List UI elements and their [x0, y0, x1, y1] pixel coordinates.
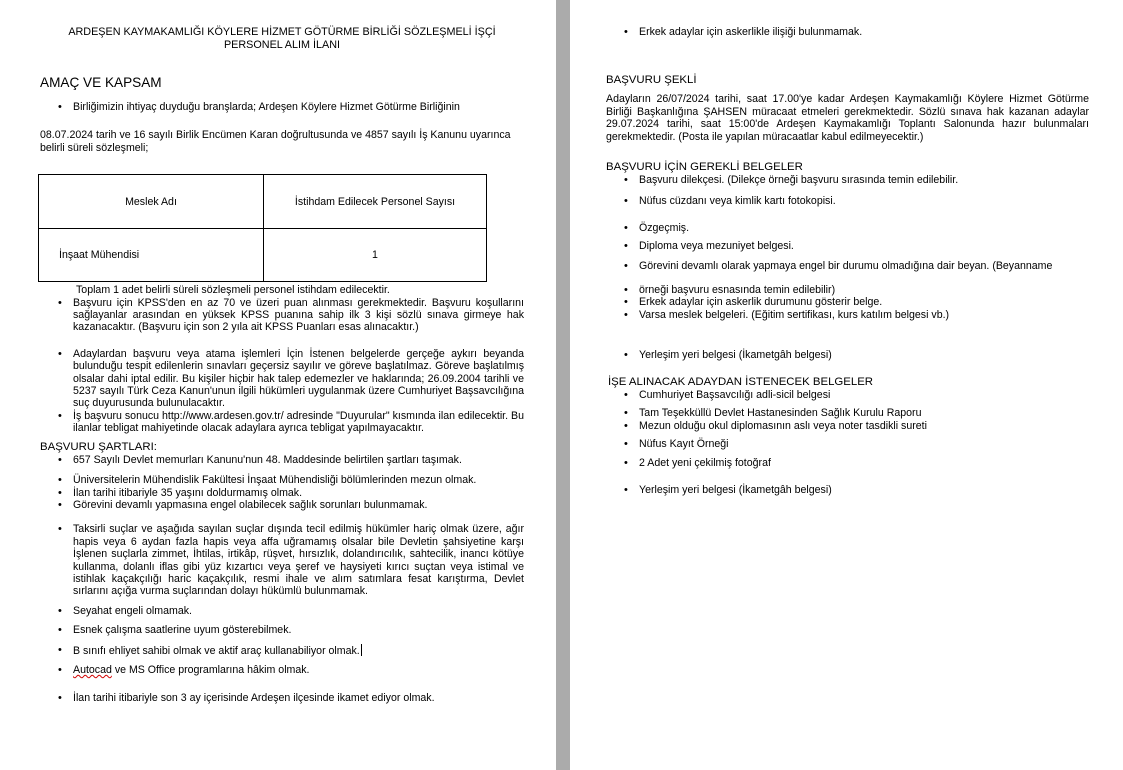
purpose-text: 08.07.2024 tarih ve 16 sayılı Birlik Encümen Karan doğrultusunda ve 4857 sayılı İş Kanunu uyarınca belirli süreli sözleşmeli; [40, 129, 511, 154]
list-item-text: ve MS Office programlarına hâkim olmak. [111, 663, 310, 676]
list-item: • Yerleşim yeri belgesi (İkametgâh belgesi) [606, 349, 1089, 361]
list-item: • Erkek adaylar için askerlikle ilişiği bulunmamak. [606, 26, 1089, 38]
list-item: • Üniversitelerin Mühendislik Fakültesi İnşaat Mühendisliği bölümlerinden mezun olmak. [40, 474, 524, 486]
list-item-text: örneği başvuru esnasında temin edilebilir) [639, 284, 836, 297]
list-item: • Cumhuriyet Başsavcılığı adli-sicil belgesi [606, 389, 1089, 401]
table-cell: İnşaat Mühendisi [39, 229, 264, 282]
list-item: • 657 Sayılı Devlet memurları Kanunu'nun 48. Maddesinde belirtilen şartları taşımak. [40, 454, 524, 466]
table-header-row [39, 175, 487, 229]
list-item: • Esnek çalışma saatlerine uyum gösterebilmek. [40, 624, 524, 636]
list-item: • Başvuru dilekçesi. (Dilekçe örneği başvuru sırasında temin edilebilir. [606, 174, 1089, 186]
list-item: • Erkek adaylar için askerlik durumunu gösterir belge. [606, 296, 1089, 308]
list-item: • İlan tarihi itibariyle son 3 ay içerisinde Ardeşen ilçesinde ikamet ediyor olmak. [40, 692, 524, 704]
list-item: • Diploma veya mezuniyet belgesi. [606, 240, 1089, 252]
announcement-title: ARDEŞEN KAYMAKAMLIĞI KÖYLERE HİZMET GÖTÜRME BİRLİĞİ SÖZLEŞMELİ İŞÇİ PERSONEL ALIM İLANI [68, 26, 496, 51]
application-text: Adayların 26/07/2024 tarihi, saat 17.00'ye kadar Ardeşen Kaymakamlığı Köylere Hizmet Götürme Birliği Başkanlığına ŞAHSEN müracaat etmeleri gerekmektedir. Sözlü sınava hak kazanan adaylar 29.07.2024 tarihi, saat 15:00'de Ardeşen Kaymakamlığı Toplantı Salonunda hazır bulunmaları gerekmektedir. (Posta ile yapılan müracaatlar kabul edilmeyecektir.) [606, 93, 1089, 143]
spellcheck-word: Autocad [73, 663, 112, 676]
list-item: • Mezun olduğu okul diplomasının aslı veya noter tasdikli sureti [606, 420, 1089, 432]
list-item: • Görevini devamlı yapmasına engel olabilecek sağlık sorunları bulunmamak. [40, 499, 524, 511]
list-item: • Görevini devamlı olarak yapmaya engel bir durumu olmadığına dair beyan. (Beyanname [606, 260, 1089, 272]
application-heading: BAŞVURU ŞEKLİ [606, 74, 697, 87]
list-item: • Yerleşim yeri belgesi (İkametgâh belgesi) [606, 484, 1089, 496]
document-page-left [0, 0, 556, 770]
list-item [40, 644, 524, 657]
list-item: • Özgeçmiş. [606, 222, 1089, 234]
list-item: • Adaylardan başvuru veya atama işlemleri İçin İstenen belgelerde gerçeğe aykırı beyanda bulunduğu tespit edilenlerin sınavları geçersiz sayılır ve göreve başlatılmaz. Göreve başlatılmış olsalar dahi iptal edilir. Bu kişiler hiçbir hak talep edemezler ve haklarında; 26.09.2004 tarihli ve 5237 sayılı Türk Ceza Kanun'unun ilgili hükümleri uygulanmak üzere Cumhuriyet Başsavcılığına suç duyurusunda bulunulacaktır. [40, 348, 524, 410]
documents-heading: BAŞVURU İÇİN GEREKLİ BELGELER [606, 161, 803, 174]
list-item: • Tam Teşekküllü Devlet Hastanesinden Sağlık Kurulu Raporu [606, 407, 1089, 419]
list-item [40, 664, 524, 676]
list-item: • 2 Adet yeni çekilmiş fotoğraf [606, 457, 1089, 469]
list-item: • Nüfus Kayıt Örneği [606, 438, 1089, 450]
list-item: • Varsa meslek belgeleri. (Eğitim sertifikası, kurs katılım belgesi vb.) [606, 309, 1089, 321]
hired-documents-heading: İŞE ALINACAK ADAYDAN İSTENECEK BELGELER [608, 375, 874, 388]
list-item-text: B sınıfı ehliyet sahibi olmak ve aktif araç kullanabiliyor olmak. [73, 644, 360, 657]
table-cell: 1 [264, 229, 487, 282]
list-item-continuation [606, 284, 1089, 296]
list-item: • İş başvuru sonucu http://www.ardesen.gov.tr/ adresinde "Duyurular" kısmında ilan edilecektir. Bu ilanlar tebligat mahiyetinde olacak adaylara ayrıca tebligat yapılmayacaktır. [40, 410, 524, 435]
table-header-cell: İstihdam Edilecek Personel Sayısı [264, 175, 487, 229]
list-item: • Başvuru için KPSS'den en az 70 ve üzeri puan alınması gerekmektedir. Başvuru koşullarını sağlayanlar arasından en yüksek KPSS puanına sahip ilk 3 kişi sözlü sınava girmeye hak kazanacaktır. (Başvuru için son 2 yıla ait KPSS Puanları esas alınacaktır.) [40, 297, 524, 334]
positions-table [38, 174, 487, 282]
text-cursor [361, 644, 362, 656]
document-page-right [570, 0, 1123, 770]
purpose-heading: AMAÇ VE KAPSAM [40, 75, 162, 90]
purpose-bullet: • Birliğimizin ihtiyaç duyduğu branşlarda; Ardeşen Köylere Hizmet Götürme Birliğinin [40, 101, 524, 113]
list-item: • Seyahat engeli olmamak. [40, 605, 524, 617]
table-header-cell: Meslek Adı [39, 175, 264, 229]
table-row [39, 229, 487, 282]
list-item: • Nüfus cüzdanı veya kimlik kartı fotokopisi. [606, 195, 1089, 207]
list-item: • Taksirli suçlar ve aşağıda sayılan suçlar dışında tecil edilmiş hükümler hariç olmak üzere, ağır hapis veya 6 aydan fazla hapis veya affa uğramamış olsalar bile Devletin şahsiyetine karşı İşlenen suçlarla zimmet, İhtilas, irtikâp, rüşvet, hırsızlık, dolandırıcılık, sahtecilik, inancı kötüye kullanma, dolanlı iflas gibi yüz kızartıcı veya şeref ve haysiyeti kırıcı suçtan veya istimal ve istihlak kaçakçılığı haric kaçakçılık, resmi ihale ve alım satımlara fesat karıştırma, Devlet sırlarını açığa vurma suçlarından dolayı hükümlü bulunmamak. [40, 523, 524, 597]
conditions-heading: BAŞVURU ŞARTLARI: [40, 440, 157, 453]
list-item: • İlan tarihi itibariyle 35 yaşını doldurmamış olmak. [40, 487, 524, 499]
table-note: Toplam 1 adet belirli süreli sözleşmeli personel istihdam edilecektir. [76, 284, 390, 297]
